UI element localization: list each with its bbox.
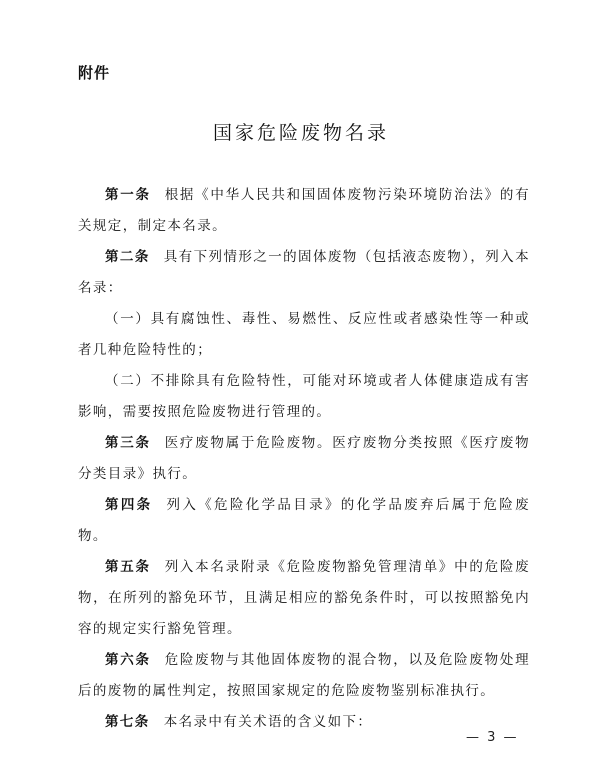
- article-text: 医疗废物属于危险废物。医疗废物分类按照《医疗废物分类目录》执行。: [78, 435, 530, 482]
- article-text: 危险废物与其他固体废物的混合物，以及危险废物处理后的废物的属性判定，按照国家规定的危险废物鉴别标准执行。: [78, 652, 530, 699]
- document-title: 国家危险废物名录: [212, 122, 389, 144]
- article-6: [78, 645, 530, 707]
- article-label: 第四条: [105, 497, 153, 513]
- article-label: 第七条: [105, 714, 150, 730]
- article-2-item-1: [78, 304, 530, 366]
- article-text: 列入本名录附录《危险废物豁免管理清单》中的危险废物，在所列的豁免环节，且满足相应的豁免条件时，可以按照豁免内容的规定实行豁免管理。: [78, 559, 530, 637]
- article-3: [78, 428, 530, 490]
- page-number: — 3 —: [466, 730, 519, 745]
- document-body: [78, 180, 530, 738]
- article-7: [78, 707, 530, 738]
- article-2: [78, 242, 530, 304]
- article-text: （一）具有腐蚀性、毒性、易燃性、反应性或者感染性等一种或者几种危险特性的；: [78, 311, 530, 358]
- annex-label: 附件: [78, 64, 111, 82]
- article-label: 第二条: [105, 249, 150, 265]
- article-label: 第六条: [105, 652, 151, 668]
- article-text: 根据《中华人民共和国固体废物污染环境防治法》的有关规定，制定本名录。: [78, 187, 530, 234]
- article-text: （二）不排除具有危险特性，可能对环境或者人体健康造成有害影响，需要按照危险废物进行管理的。: [78, 373, 530, 420]
- article-label: 第一条: [105, 187, 151, 203]
- article-4: [78, 490, 530, 552]
- article-text: 本名录中有关术语的含义如下：: [163, 714, 373, 730]
- article-1: [78, 180, 530, 242]
- article-5: [78, 552, 530, 645]
- article-text: 列入《危险化学品目录》的化学品废弃后属于危险废物。: [78, 497, 530, 544]
- article-label: 第五条: [105, 559, 151, 575]
- article-2-item-2: [78, 366, 530, 428]
- article-label: 第三条: [105, 435, 151, 451]
- article-text: 具有下列情形之一的固体废物（包括液态废物），列入本名录：: [78, 249, 531, 296]
